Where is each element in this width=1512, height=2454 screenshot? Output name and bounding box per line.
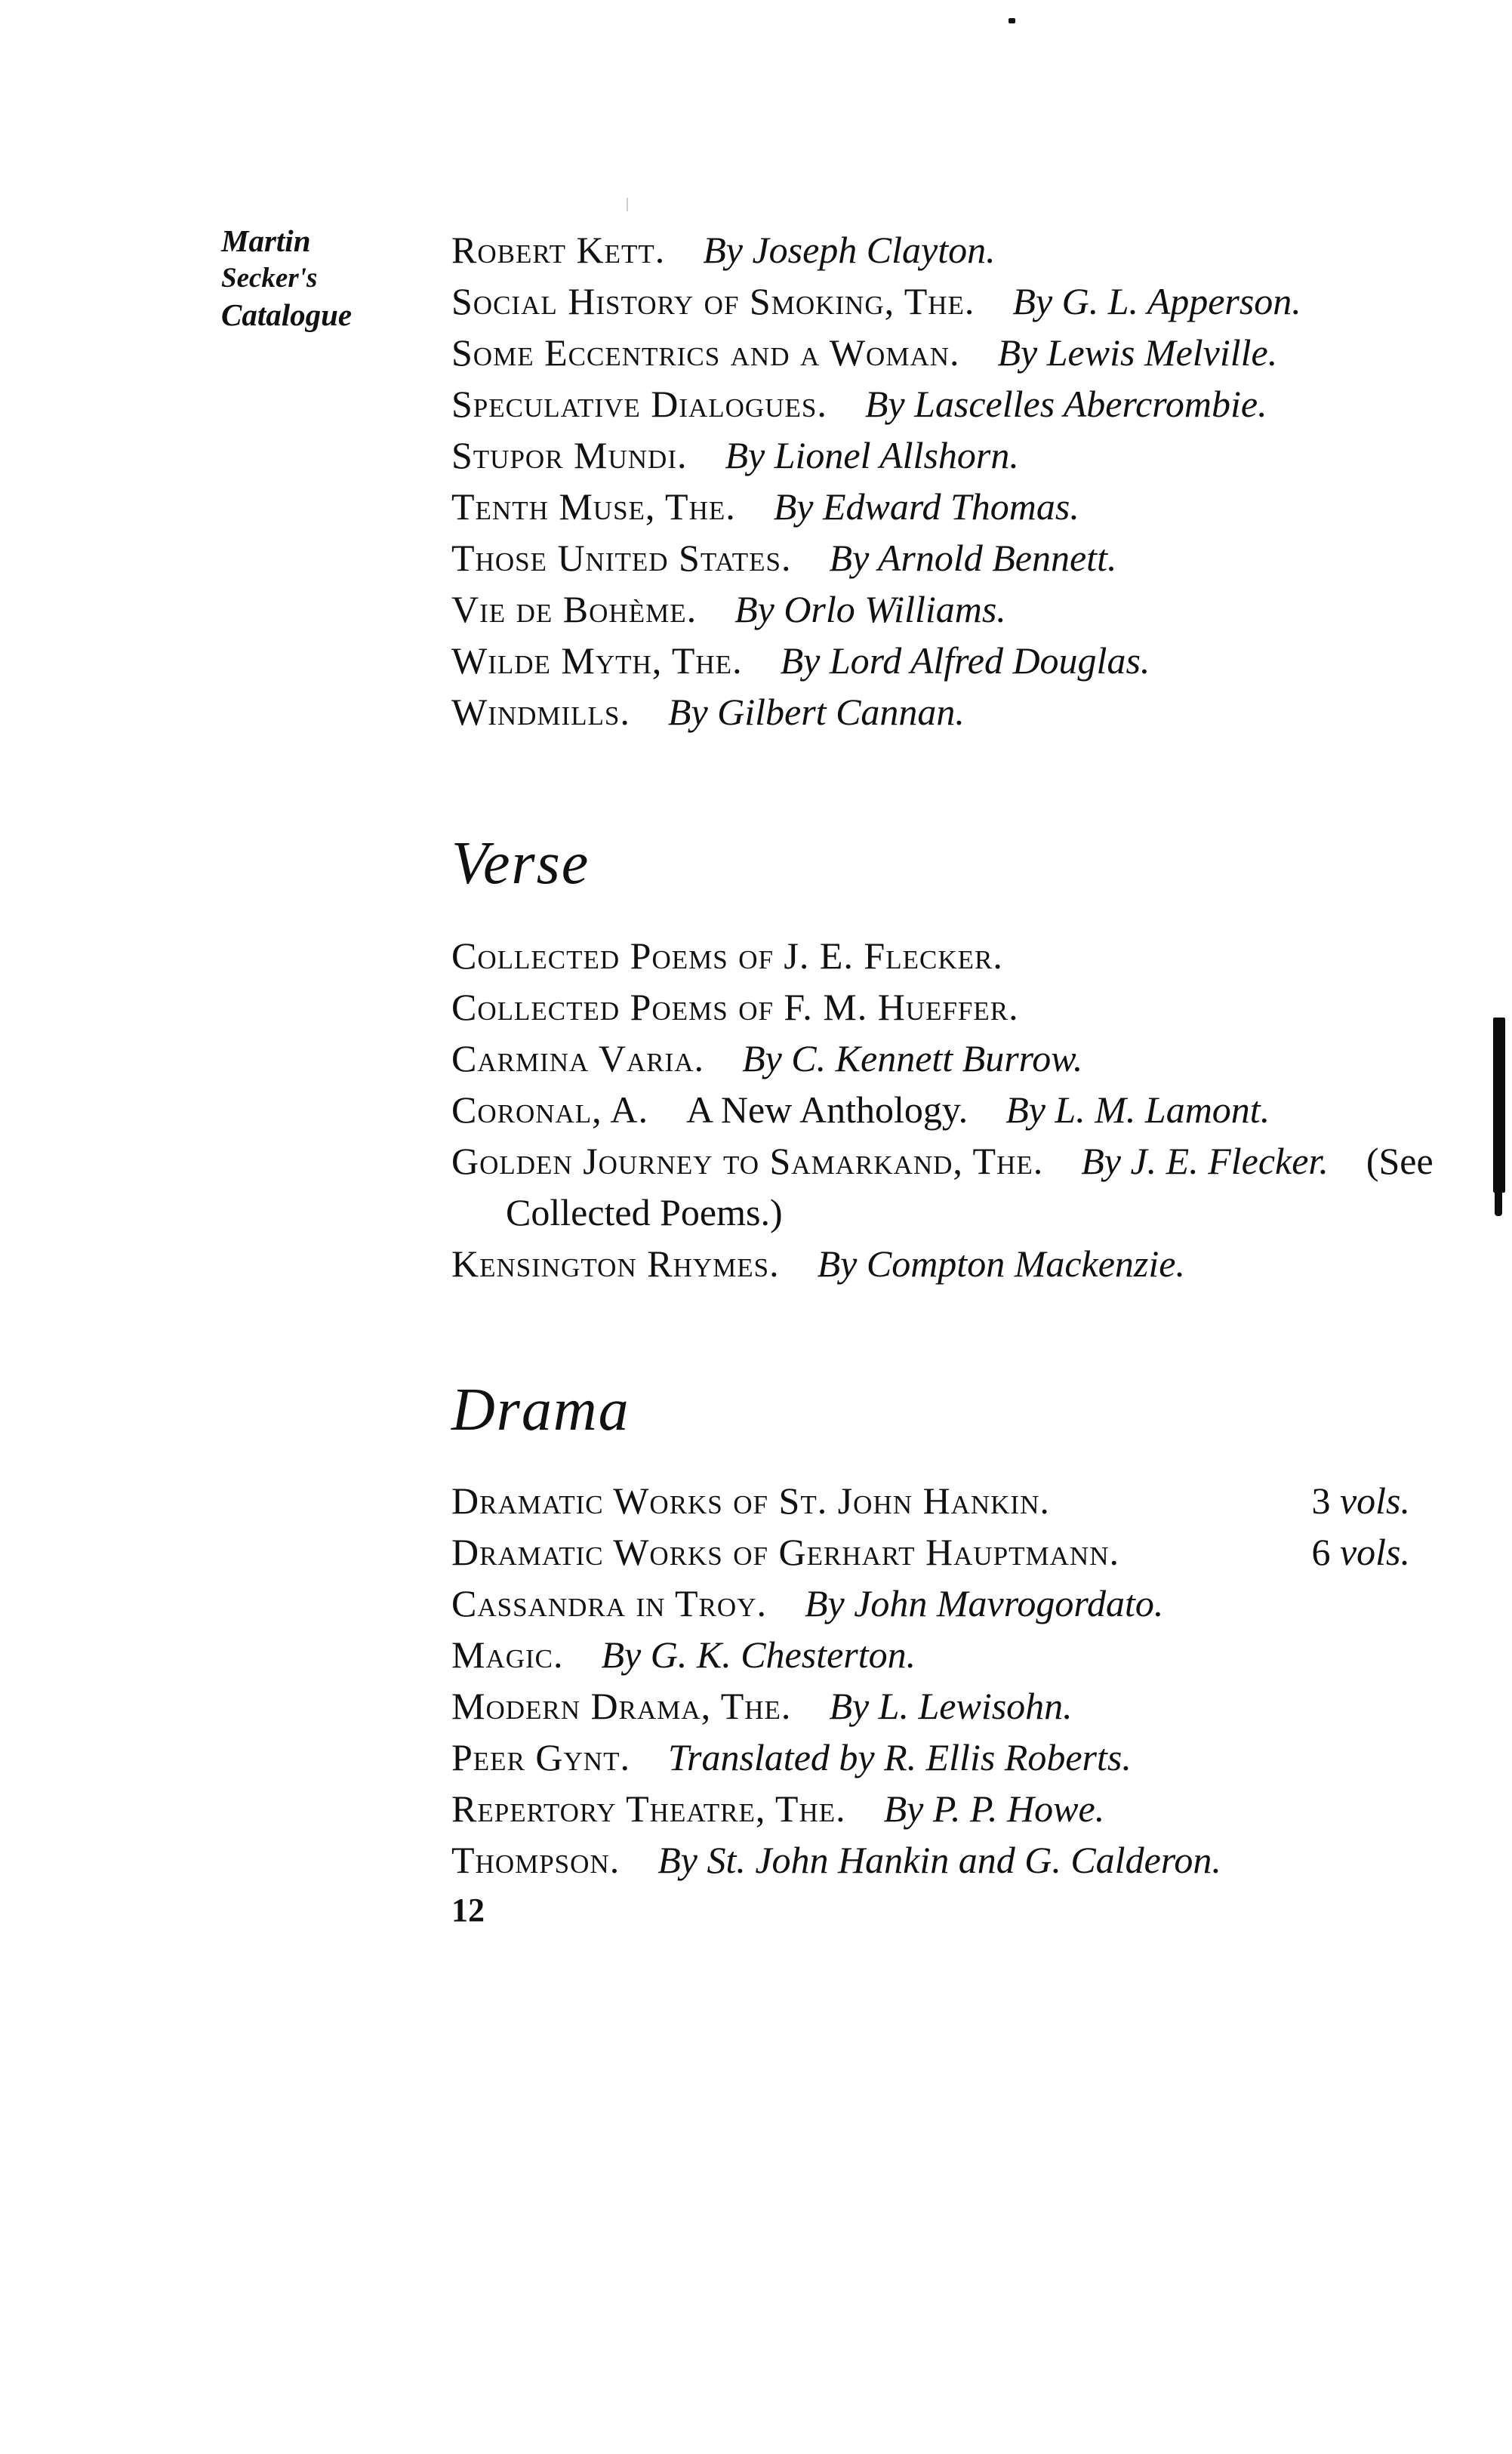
verse-entry-list xyxy=(451,930,1448,1289)
catalogue-entry xyxy=(451,981,1448,1033)
entry-note: (See Collected Poems.) xyxy=(506,1140,1433,1233)
catalogue-entry xyxy=(451,1834,1448,1886)
page-number: 12 xyxy=(451,1892,485,1929)
section-heading-drama: Drama xyxy=(451,1377,630,1443)
entry-byline: By John Mavrogordato. xyxy=(804,1582,1164,1624)
entry-title: Golden Journey to Samarkand, The. xyxy=(451,1140,1044,1182)
catalogue-entry xyxy=(451,276,1448,327)
entry-byline: By Lionel Allshorn. xyxy=(725,434,1019,476)
entry-title: Dramatic Works of Gerhart Hauptmann. xyxy=(451,1531,1119,1573)
entry-byline: By Lewis Melville. xyxy=(997,331,1278,374)
entry-byline: By G. K. Chesterton. xyxy=(601,1633,916,1676)
catalogue-entry xyxy=(451,1526,1448,1578)
entry-title: Collected Poems of F. M. Hueffer. xyxy=(451,986,1019,1028)
margin-bar-mark xyxy=(1493,1018,1505,1193)
entry-title: Magic. xyxy=(451,1633,564,1676)
catalogue-entry xyxy=(451,1033,1448,1084)
entry-title: Carmina Varia. xyxy=(451,1037,705,1079)
entry-byline: By Compton Mackenzie. xyxy=(817,1242,1185,1285)
entry-title: Some Eccentrics and a Woman. xyxy=(451,331,960,374)
catalogue-entry xyxy=(451,481,1448,532)
entry-title: Cassandra in Troy. xyxy=(451,1582,767,1624)
running-head-margin-label xyxy=(221,223,352,334)
volume-word: vols. xyxy=(1339,1479,1410,1522)
catalogue-entry xyxy=(451,327,1448,378)
entry-byline: By Joseph Clayton. xyxy=(703,229,996,271)
ink-speck xyxy=(1009,18,1015,23)
catalogue-entry xyxy=(451,1135,1449,1238)
entry-title: Thompson. xyxy=(451,1839,621,1881)
catalogue-entry xyxy=(451,224,1448,276)
entry-byline: By Gilbert Cannan. xyxy=(667,691,965,733)
entry-title: Repertory Theatre, The. xyxy=(451,1787,846,1830)
margin-bar-mark xyxy=(1495,1189,1502,1216)
entry-title: Peer Gynt. xyxy=(451,1736,630,1778)
volume-number: 3 xyxy=(1311,1479,1331,1522)
margin-label-line: Secker's xyxy=(221,263,318,294)
entry-note: A New Anthology. xyxy=(686,1088,968,1131)
section-heading-verse: Verse xyxy=(451,830,590,897)
entry-title: Stupor Mundi. xyxy=(451,434,688,476)
entry-title: Robert Kett. xyxy=(451,229,666,271)
catalogue-entry xyxy=(451,1238,1448,1289)
catalogue-entry xyxy=(451,1732,1448,1783)
entry-title: Tenth Muse, The. xyxy=(451,485,736,528)
catalogue-entry xyxy=(451,1475,1448,1526)
catalogue-entry xyxy=(451,1783,1448,1834)
catalogue-entry xyxy=(451,378,1448,430)
entry-title: Dramatic Works of St. John Hankin. xyxy=(451,1479,1050,1522)
entry-byline: By Orlo Williams. xyxy=(734,588,1006,630)
entry-byline: By Lord Alfred Douglas. xyxy=(780,639,1150,682)
volume-number: 6 xyxy=(1311,1531,1331,1573)
entry-byline: By P. P. Howe. xyxy=(883,1787,1105,1830)
entry-byline: By St. John Hankin and G. Calderon. xyxy=(657,1839,1221,1881)
margin-label-line: Catalogue xyxy=(221,297,353,332)
prose-entry-list xyxy=(451,224,1448,737)
catalogue-entry xyxy=(451,430,1448,481)
entry-byline: By L. Lewisohn. xyxy=(829,1685,1073,1727)
entry-byline: By J. E. Flecker. xyxy=(1081,1140,1329,1182)
catalogue-entry xyxy=(451,1680,1448,1732)
margin-label-line: Martin xyxy=(221,223,311,258)
entry-byline: By Lascelles Abercrombie. xyxy=(864,383,1267,425)
entry-title: Windmills. xyxy=(451,691,630,733)
volume-count xyxy=(1311,1475,1410,1526)
entry-title: Collected Poems of J. E. Flecker. xyxy=(451,934,1003,977)
entry-byline: By C. Kennett Burrow. xyxy=(742,1037,1083,1079)
entry-byline: Translated by R. Ellis Roberts. xyxy=(667,1736,1132,1778)
entry-title: Those United States. xyxy=(451,537,792,579)
entry-byline: By Arnold Bennett. xyxy=(829,537,1117,579)
volume-count xyxy=(1311,1526,1410,1578)
entry-byline: By L. M. Lamont. xyxy=(1005,1088,1270,1131)
entry-title: Kensington Rhymes. xyxy=(451,1242,780,1285)
entry-byline: By G. L. Apperson. xyxy=(1012,280,1301,322)
catalogue-entry xyxy=(451,1578,1448,1629)
catalogue-entry xyxy=(451,1629,1448,1680)
catalogue-entry xyxy=(451,930,1448,981)
entry-title: Vie de Bohème. xyxy=(451,588,697,630)
entry-title: Social History of Smoking, The. xyxy=(451,280,975,322)
entry-title: Wilde Myth, The. xyxy=(451,639,743,682)
catalogue-entry xyxy=(451,532,1448,583)
catalogue-entry xyxy=(451,686,1448,737)
entry-title: Speculative Dialogues. xyxy=(451,383,827,425)
entry-title: Modern Drama, The. xyxy=(451,1685,792,1727)
ink-mark xyxy=(627,198,628,211)
entry-byline: By Edward Thomas. xyxy=(773,485,1079,528)
catalogue-entry xyxy=(451,583,1448,635)
catalogue-entry xyxy=(451,1084,1448,1135)
drama-entry-list xyxy=(451,1475,1448,1886)
volume-word: vols. xyxy=(1339,1531,1410,1573)
catalogue-entry xyxy=(451,635,1448,686)
entry-title: Coronal, A. xyxy=(451,1088,649,1131)
